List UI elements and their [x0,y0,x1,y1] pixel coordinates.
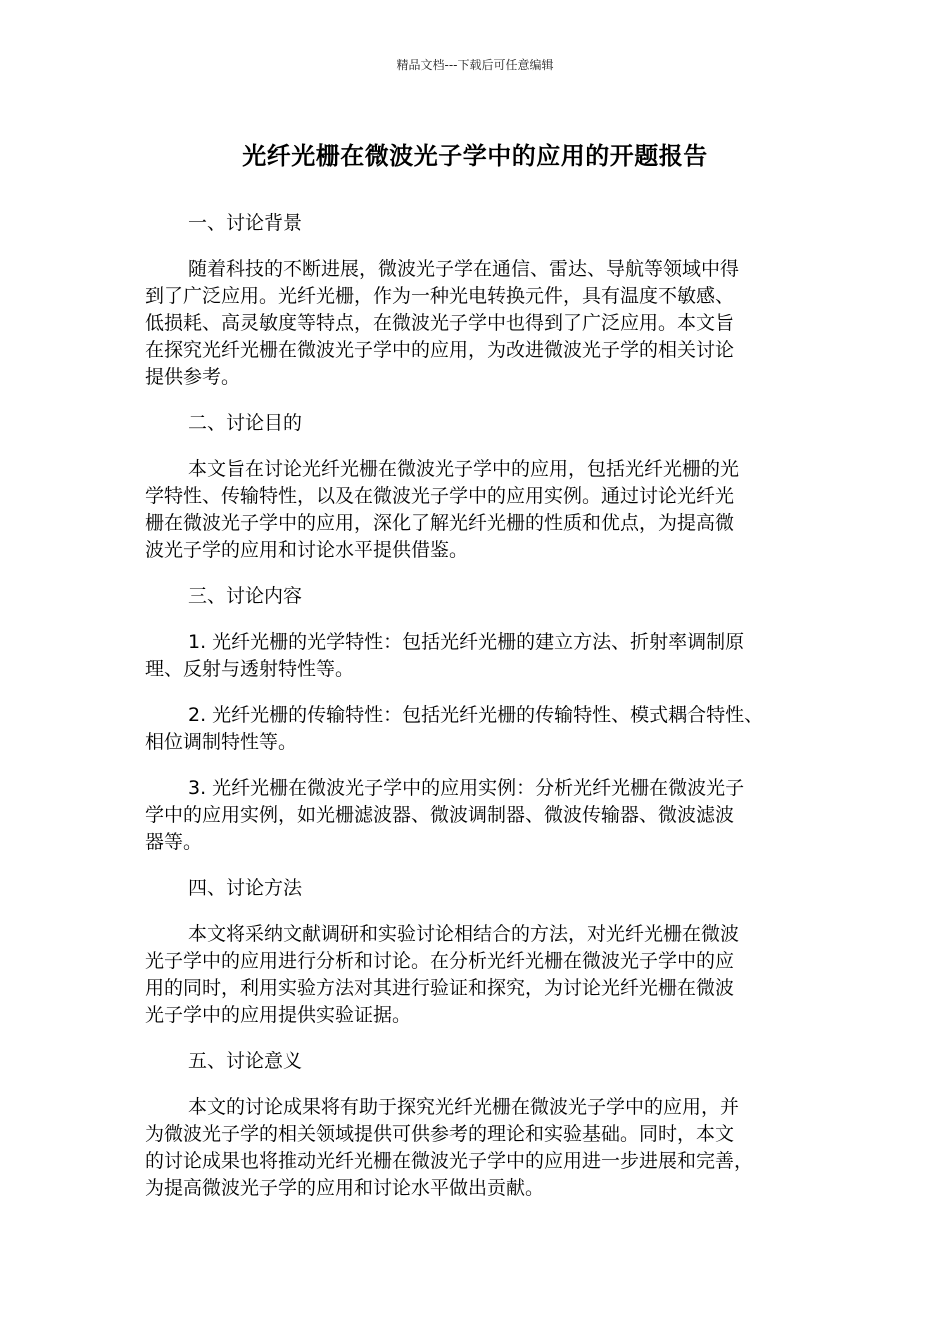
paragraph-line: 学中的应用实例，如光栅滤波器、微波调制器、微波传输器、微波滤波 [145,804,735,826]
paragraph-line: 器等。 [145,831,203,853]
paragraph-line: 光子学中的应用进行分析和讨论。在分析光纤光栅在微波光子学中的应 [145,950,735,972]
paragraph-line: 相位调制特性等。 [145,731,298,753]
paragraph-line: 本文将采纳文献调研和实验讨论相结合的方法，对光纤光栅在微波 [188,923,740,945]
paragraph [145,629,809,683]
paragraph-line: 为微波光子学的相关领域提供可供参考的理论和实验基础。同时，本文 [145,1123,735,1145]
paragraph-line: 本文的讨论成果将有助于探究光纤光栅在微波光子学中的应用，并 [188,1096,740,1118]
section-heading: 五、讨论意义 [188,1050,303,1072]
paragraph-line: 到了广泛应用。光纤光栅，作为一种光电转换元件，具有温度不敏感、 [145,285,735,307]
document-body [145,210,809,1221]
paragraph-line: 的讨论成果也将推动光纤光栅在微波光子学中的应用进一步进展和完善， [145,1150,754,1172]
paragraph-line: 2. 光纤光栅的传输特性：包括光纤光栅的传输特性、模式耦合特性、 [188,704,764,726]
paragraph-line: 栅在微波光子学中的应用，深化了解光纤光栅的性质和优点，为提高微 [145,512,735,534]
paragraph-line: 波光子学的应用和讨论水平提供借鉴。 [145,539,469,561]
section-heading: 一、讨论背景 [188,212,303,234]
paragraph-line: 学特性、传输特性，以及在微波光子学中的应用实例。通过讨论光纤光 [145,485,735,507]
section-heading: 二、讨论目的 [188,412,303,434]
paragraph-line: 3. 光纤光栅在微波光子学中的应用实例：分析光纤光栅在微波光子 [188,777,745,799]
paragraph [145,702,809,756]
paragraph-line: 为提高微波光子学的应用和讨论水平做出贡献。 [145,1177,545,1199]
paragraph-line: 提供参考。 [145,366,241,388]
paragraph-line: 1. 光纤光栅的光学特性：包括光纤光栅的建立方法、折射率调制原 [188,631,745,653]
paragraph [145,921,809,1029]
paragraph-line: 理、反射与透射特性等。 [145,658,355,680]
paragraph-line: 随着科技的不断进展，微波光子学在通信、雷达、导航等领域中得 [188,258,740,280]
paragraph-line: 用的同时，利用实验方法对其进行验证和探究，为讨论光纤光栅在微波 [145,977,735,999]
header-note: 精品文档---下载后可任意编辑 [396,58,554,72]
paragraph-line: 本文旨在讨论光纤光栅在微波光子学中的应用，包括光纤光栅的光 [188,458,740,480]
paragraph-line: 低损耗、高灵敏度等特点，在微波光子学中也得到了广泛应用。本文旨 [145,312,735,334]
paragraph-line: 在探究光纤光栅在微波光子学中的应用，为改进微波光子学的相关讨论 [145,339,735,361]
paragraph [145,775,809,856]
paragraph-line: 光子学中的应用提供实验证据。 [145,1004,412,1026]
document-title: 光纤光栅在微波光子学中的应用的开题报告 [242,142,708,170]
section-heading: 三、讨论内容 [188,585,303,607]
section-heading: 四、讨论方法 [188,877,303,899]
paragraph [145,1094,809,1202]
paragraph [145,256,809,391]
paragraph [145,456,809,564]
